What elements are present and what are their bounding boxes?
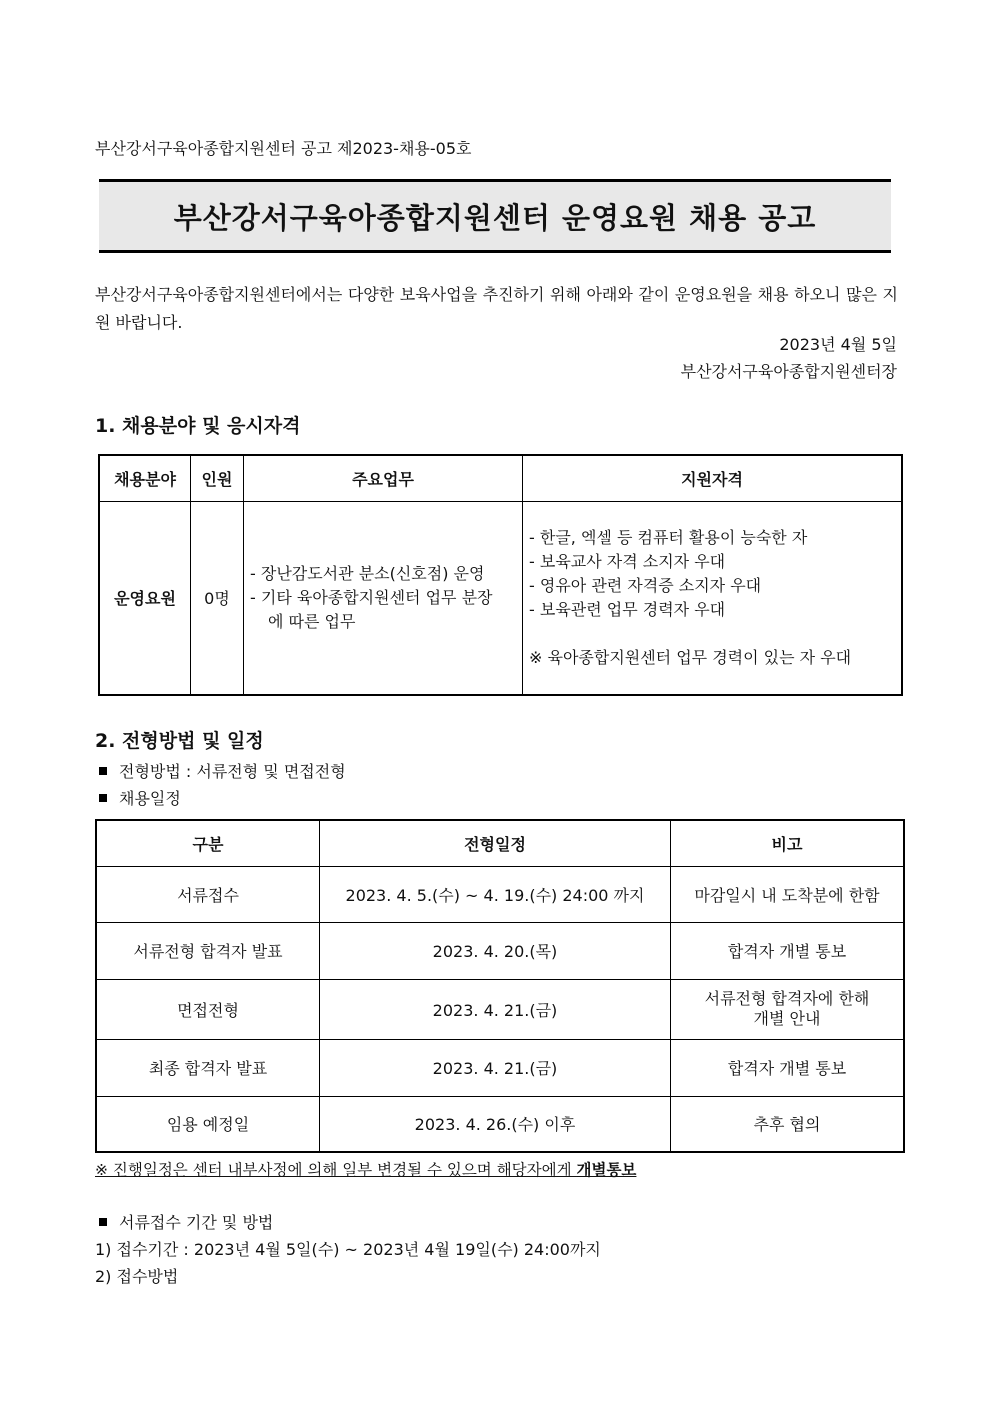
duties-cell — [244, 501, 523, 695]
section3-heading-line — [99, 1211, 273, 1235]
square-bullet-icon — [99, 1218, 107, 1226]
recruitment-table — [98, 454, 903, 696]
date-cell: 2023. 4. 5.(수) ~ 4. 19.(수) 24:00 까지 — [320, 866, 671, 922]
table-row — [96, 1096, 904, 1152]
date-cell: 2023. 4. 26.(수) 이후 — [320, 1096, 671, 1152]
method-line — [99, 760, 346, 784]
table-header-row — [99, 455, 902, 501]
schedule-label-line — [99, 787, 181, 811]
note-cell: 합격자 개별 통보 — [671, 922, 905, 979]
table-row — [99, 501, 902, 695]
receipt-method: 2) 접수방법 — [95, 1267, 179, 1286]
header-field: 채용분야 — [99, 455, 191, 501]
footnote-text: ※ 진행일정은 센터 내부사정에 의해 일부 변경될 수 있으며 해당자에게 — [95, 1161, 577, 1179]
section2-heading: 2. 전형방법 및 일정 — [95, 730, 264, 752]
square-bullet-icon — [99, 767, 107, 775]
page-title: 부산강서구육아종합지원센터 운영요원 채용 공고 — [173, 200, 817, 235]
duty-line: - 장난감도서관 분소(신호점) 운영 — [250, 563, 485, 583]
schedule-footnote — [95, 1158, 636, 1182]
issuer: 부산강서구육아종합지원센터장 — [680, 362, 897, 381]
date-cell: 2023. 4. 21.(금) — [320, 979, 671, 1039]
header-count: 인원 — [191, 455, 244, 501]
table-row — [96, 979, 904, 1039]
schedule-label: 채용일정 — [119, 789, 181, 808]
header-note: 비고 — [671, 820, 905, 866]
section3-heading: 서류접수 기간 및 방법 — [119, 1213, 274, 1232]
square-bullet-icon — [99, 794, 107, 802]
notice-number: 부산강서구육아종합지원센터 공고 제2023-채용-05호 — [95, 139, 472, 158]
date-cell: 2023. 4. 20.(목) — [320, 922, 671, 979]
stage-cell: 서류접수 — [96, 866, 320, 922]
footnote-bold: 개별통보 — [576, 1161, 637, 1179]
stage-cell: 면접전형 — [96, 979, 320, 1039]
stage-cell: 서류전형 합격자 발표 — [96, 922, 320, 979]
title-banner — [99, 179, 891, 253]
header-qualifications: 지원자격 — [523, 455, 903, 501]
note-cell: 서류전형 합격자에 한해 개별 안내 — [671, 979, 905, 1039]
date-cell: 2023. 4. 21.(금) — [320, 1039, 671, 1096]
note-cell: 추후 협의 — [671, 1096, 905, 1152]
qualification-line: - 영유아 관련 자격증 소지자 우대 — [529, 575, 762, 595]
table-row — [96, 1039, 904, 1096]
stage-cell: 임용 예정일 — [96, 1096, 320, 1152]
intro-text: 부산강서구육아종합지원센터에서는 다양한 보육사업을 추진하기 위해 아래와 같이 운영요원을 채용 하오니 많은 지원 바랍니다. — [95, 285, 898, 332]
method-text: 전형방법 : 서류전형 및 면접전형 — [119, 762, 346, 781]
receipt-period: 1) 접수기간 : 2023년 4월 5일(수) ~ 2023년 4월 19일(수) 24:00까지 — [95, 1240, 601, 1259]
field-cell: 운영요원 — [99, 501, 191, 695]
header-stage: 구분 — [96, 820, 320, 866]
note-cell: 마감일시 내 도착분에 한함 — [671, 866, 905, 922]
notice-date: 2023년 4월 5일 — [779, 335, 897, 354]
header-date: 전형일정 — [320, 820, 671, 866]
note-cell: 합격자 개별 통보 — [671, 1039, 905, 1096]
header-duties: 주요업무 — [244, 455, 523, 501]
schedule-table — [95, 819, 905, 1153]
stage-cell: 최종 합격자 발표 — [96, 1039, 320, 1096]
table-header-row — [96, 820, 904, 866]
section1-heading: 1. 채용분야 및 응시자격 — [95, 415, 301, 437]
count-cell: 0명 — [191, 501, 244, 695]
qualifications-cell — [523, 501, 903, 695]
table-row — [96, 922, 904, 979]
duty-line: - 기타 육아종합지원센터 업무 분장 — [250, 587, 493, 607]
qualification-line: - 한글, 엑셀 등 컴퓨터 활용이 능숙한 자 — [529, 527, 808, 547]
qualification-line: - 보육관련 업무 경력자 우대 — [529, 599, 726, 619]
qualification-line: - 보육교사 자격 소지자 우대 — [529, 551, 726, 571]
preference-note: ※ 육아종합지원센터 업무 경력이 있는 자 우대 — [529, 647, 852, 667]
duty-line: 에 따른 업무 — [268, 611, 356, 631]
table-row — [96, 866, 904, 922]
